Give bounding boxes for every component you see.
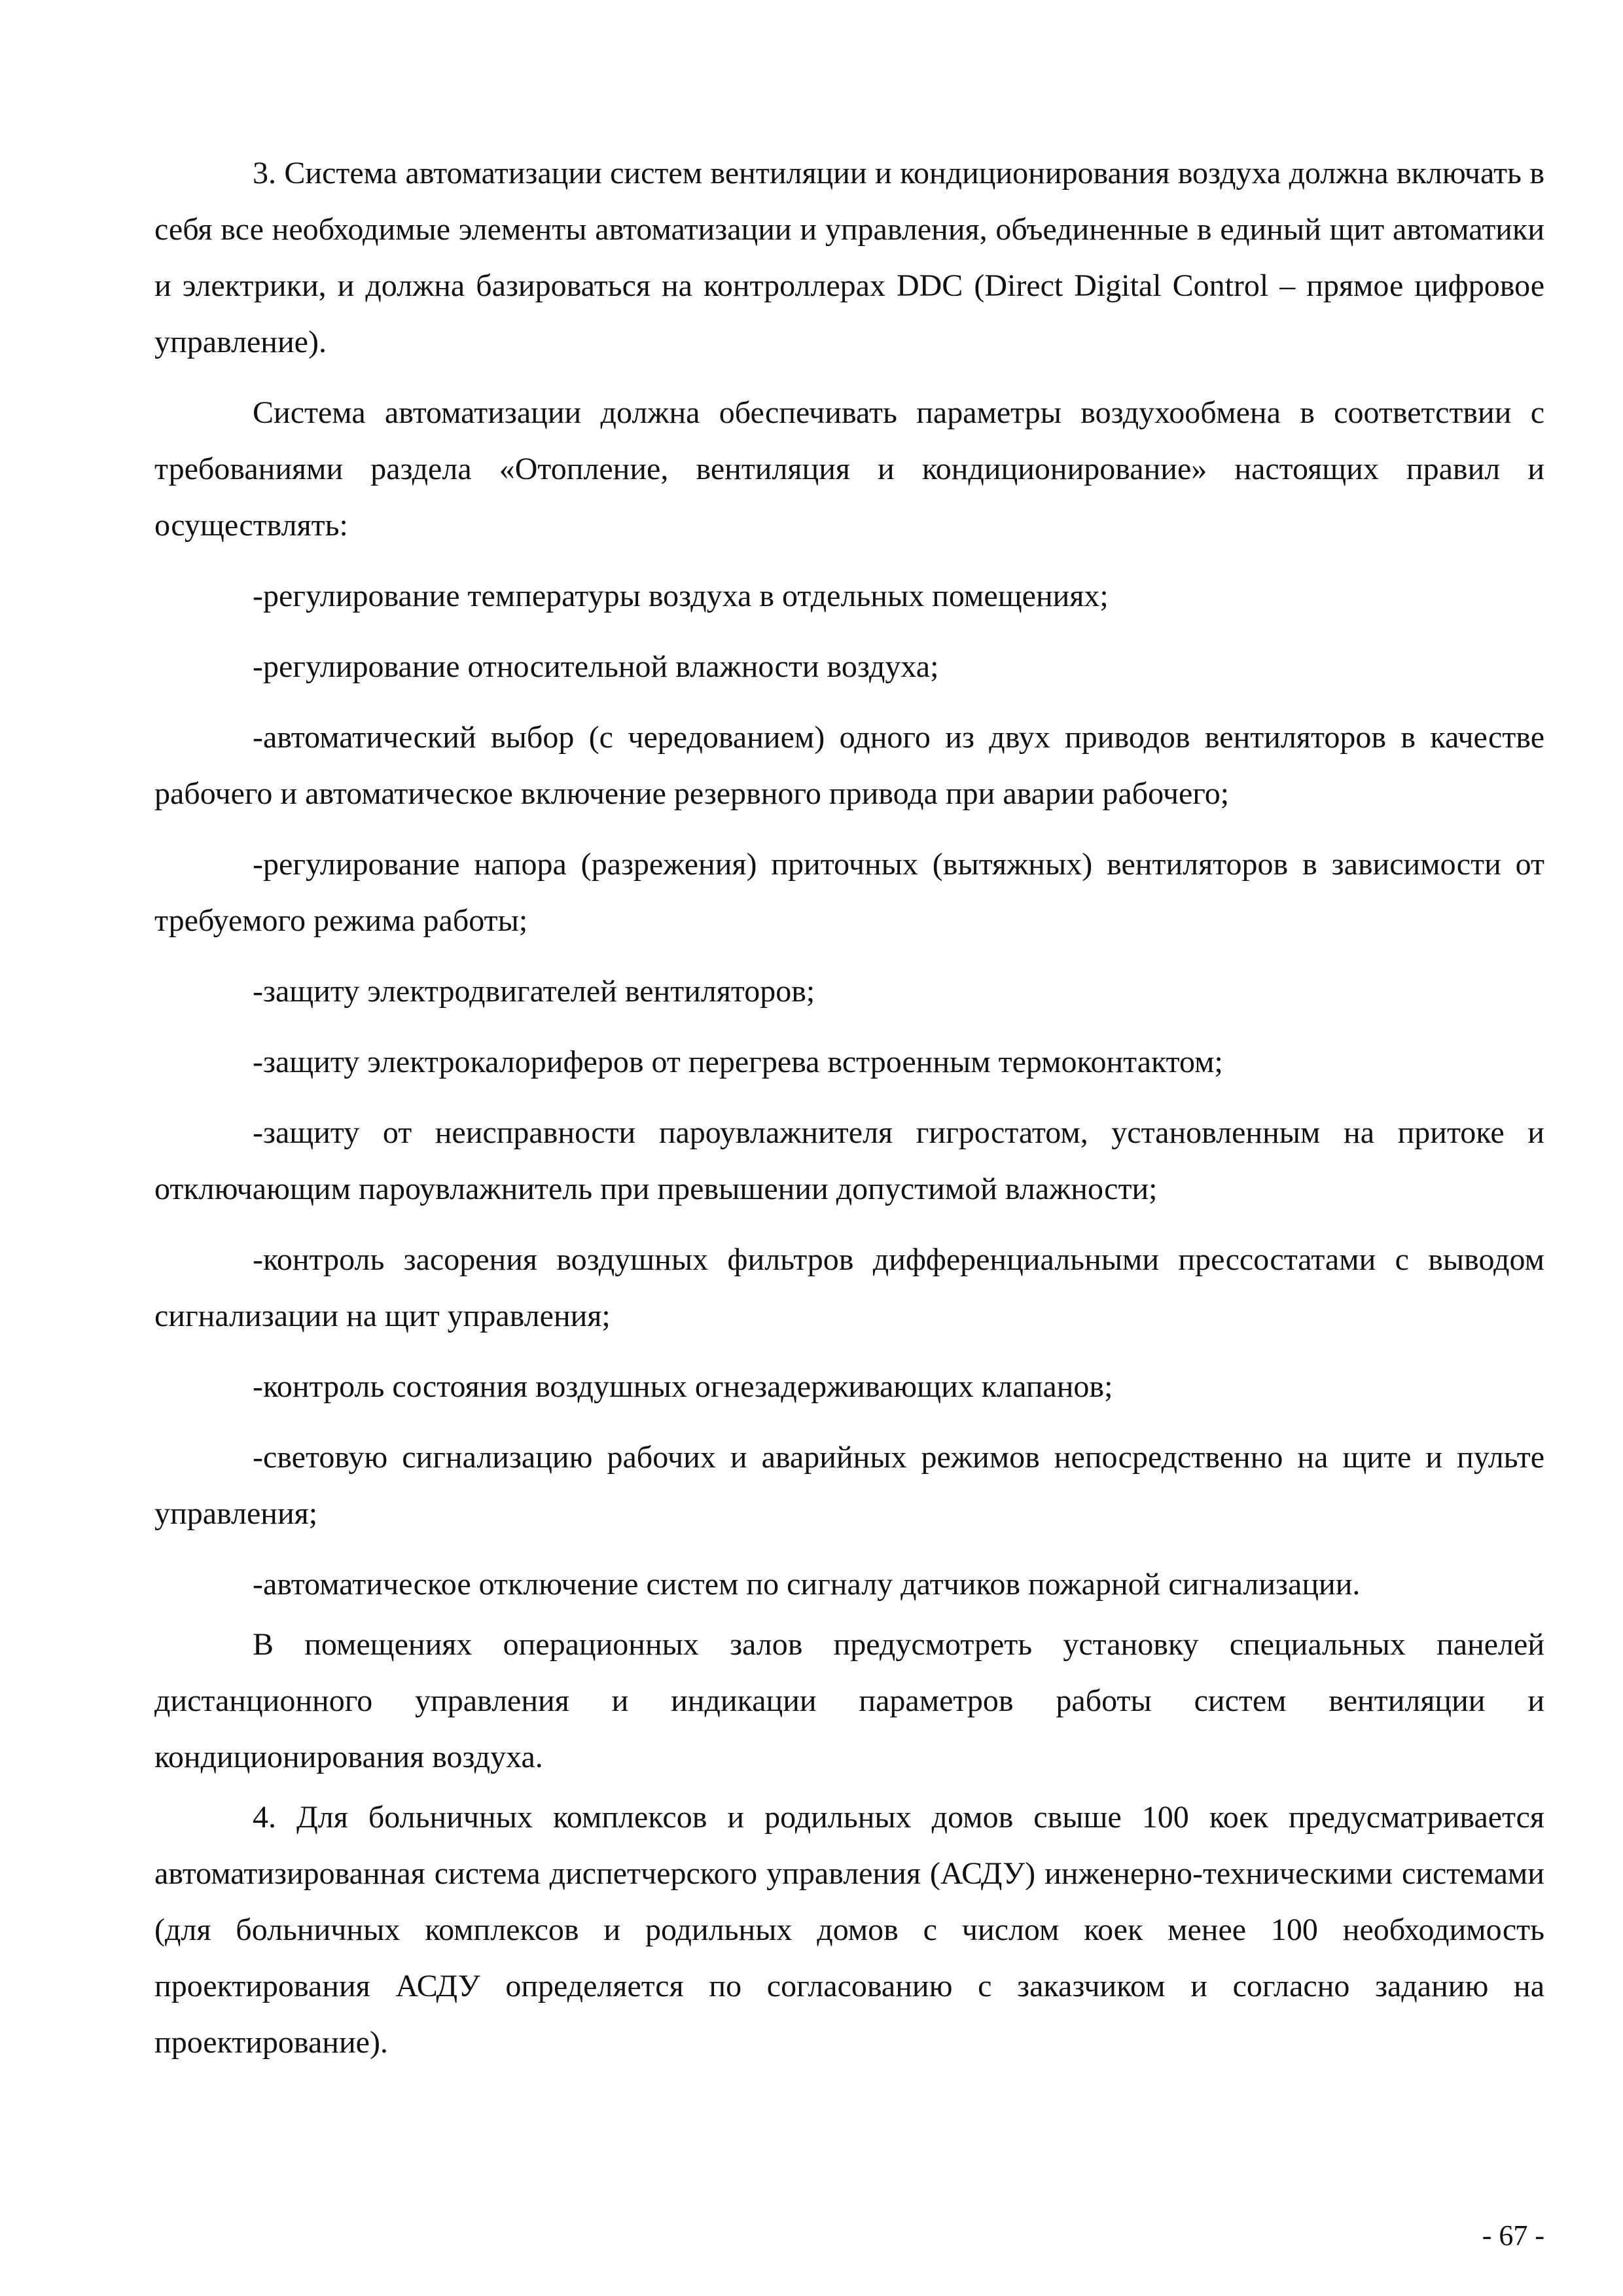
page-body [154,145,1544,2071]
list-item-temperature-control: -регулирование температуры воздуха в отдельных помещениях; [253,579,1109,613]
list-item-humidity-control: -регулирование относительной влажности воздуха; [253,649,939,684]
list-item-motor-protection: -защиту электродвигателей вентиляторов; [253,974,815,1009]
paragraph-operating-rooms: В помещениях операционных залов предусмотреть установку специальных панелей дистанционного управления и индикации параметров работы систем вентиляции и кондиционирования воздуха. [154,1627,1544,1774]
page-number: - 67 - [1482,2219,1544,2251]
list-item-fire-shutdown: -автоматическое отключение систем по сигналу датчиков пожарной сигнализации. [253,1567,1361,1602]
list-item-fan-drive-selection: -автоматический выбор (с чередованием) одного из двух приводов вентиляторов в качестве рабочего и автоматическое включение резервного привода при аварии рабочего; [154,720,1544,811]
list-item-filter-monitoring: -контроль засорения воздушных фильтров дифференциальными прессостатами с выводом сигнализации на щит управления; [154,1242,1544,1333]
list-item-heater-protection: -защиту электрокалориферов от перегрева встроенным термоконтактом; [253,1045,1223,1079]
list-item-light-signaling: -световую сигнализацию рабочих и аварийных режимов непосредственно на щите и пульте управления; [154,1440,1544,1531]
list-item-humidifier-protection: -защиту от неисправности пароувлажнителя гигростатом, установленным на притоке и отключающим пароувлажнитель при превышении допустимой влажности; [154,1115,1544,1206]
paragraph-dispatch-system: 4. Для больничных комплексов и родильных домов свыше 100 коек предусматривается автоматизированная система диспетчерского управления (АСДУ) инженерно-техническими системами (для больничных комплексов и родильных домов с числом коек менее 100 необходимость проектирования АСДУ определяется по согласованию с заказчиком и согласно заданию на проектирование). [154,1800,1544,2060]
paragraph-automation-system: 3. Система автоматизации систем вентиляции и кондиционирования воздуха должна включать в себя все необходимые элементы автоматизации и управления, объединенные в единый щит автоматики и электрики, и должна базироваться на контроллерах DDC (Direct Digital Control – прямое цифровое управление). [154,156,1544,359]
list-item-damper-monitoring: -контроль состояния воздушных огнезадерживающих клапанов; [253,1369,1113,1404]
list-item-fan-pressure-control: -регулирование напора (разрежения) приточных (вытяжных) вентиляторов в зависимости от требуемого режима работы; [154,847,1544,938]
paragraph-system-requirements: Система автоматизации должна обеспечивать параметры воздухообмена в соответствии с требованиями раздела «Отопление, вентиляция и кондиционирование» настоящих правил и осуществлять: [154,395,1544,543]
